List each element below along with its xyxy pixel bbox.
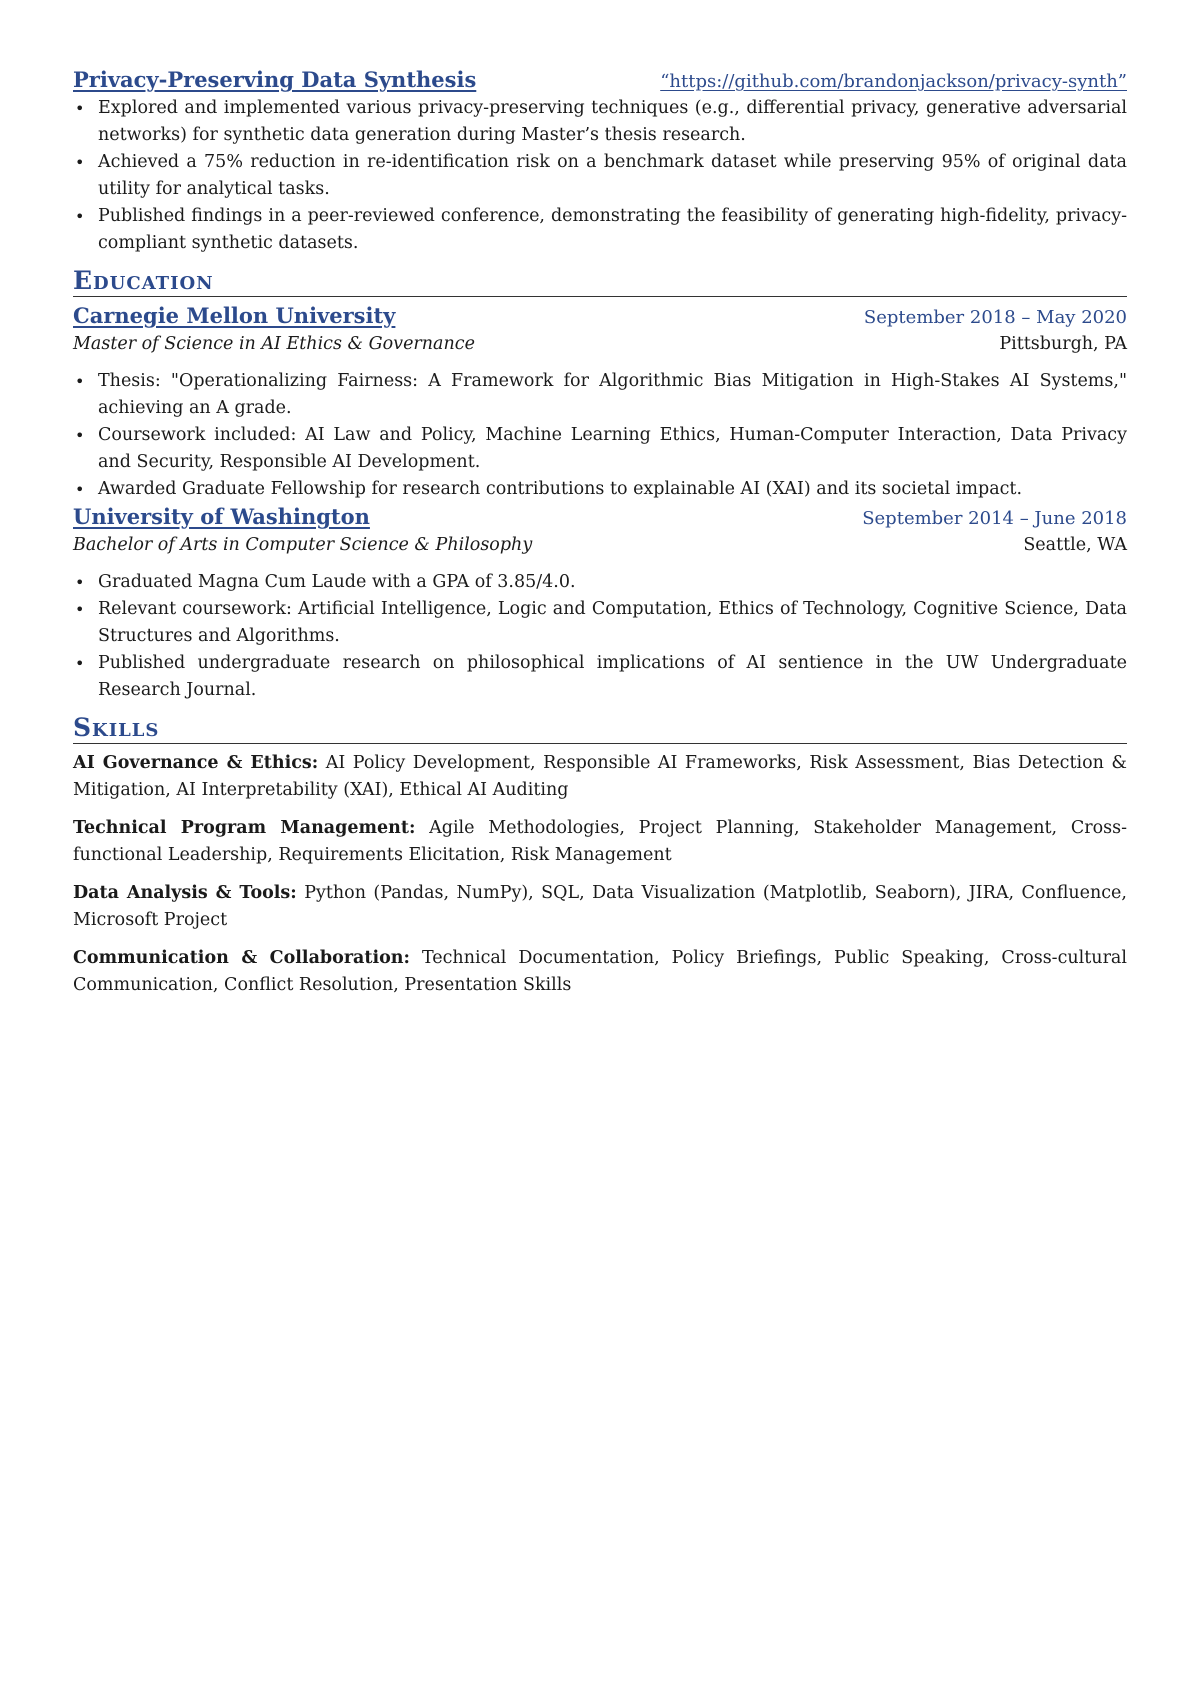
education-heading: Education xyxy=(73,266,1127,297)
skill-text: Python (Pandas, NumPy), SQL, Data Visualization (Matplotlib, Seaborn), JIRA, Confluence, Microsoft Project xyxy=(73,883,1127,930)
list-item: • Published undergraduate research on philosophical implications of AI sentience in the UW Undergraduate Research Journal. xyxy=(73,650,1127,704)
school-name[interactable]: Carnegie Mellon University xyxy=(73,303,396,328)
list-item: • Coursework included: AI Law and Policy, Machine Learning Ethics, Human-Computer Interaction, Data Privacy and Security, Responsible AI Development. xyxy=(73,422,1127,476)
degree: Bachelor of Arts in Computer Science & Philosophy xyxy=(73,535,533,555)
skill-label: Communication & Collaboration: xyxy=(73,948,410,968)
education-bullets xyxy=(73,569,1127,704)
location: Pittsburgh, PA xyxy=(999,334,1127,354)
skill-row xyxy=(73,750,1127,804)
skill-label: Technical Program Management: xyxy=(73,818,416,838)
skill-label: AI Governance & Ethics: xyxy=(73,753,319,773)
education-bullets xyxy=(73,368,1127,503)
skill-text: AI Policy Development, Responsible AI Frameworks, Risk Assessment, Bias Detection & Mitigation, AI Interpretability (XAI), Ethical AI Auditing xyxy=(73,753,1127,800)
education-entry-header xyxy=(73,503,1127,532)
school-name[interactable]: University of Washington xyxy=(73,504,370,529)
education-entry-header xyxy=(73,302,1127,331)
list-item: • Awarded Graduate Fellowship for research contributions to explainable AI (XAI) and its societal impact. xyxy=(73,476,1127,503)
skill-row xyxy=(73,945,1127,999)
list-item: • Explored and implemented various privacy-preserving techniques (e.g., differential privacy, generative adversarial networks) for synthetic data generation during Master’s thesis research. xyxy=(73,95,1127,149)
list-item: • Relevant coursework: Artificial Intelligence, Logic and Computation, Ethics of Technology, Cognitive Science, Data Structures and Algorithms. xyxy=(73,596,1127,650)
project-bullets xyxy=(73,95,1127,257)
education-dates: September 2014 – June 2018 xyxy=(862,508,1127,529)
project-header xyxy=(73,66,1127,95)
list-item: • Published findings in a peer-reviewed conference, demonstrating the feasibility of generating high-fidelity, privacy-compliant synthetic datasets. xyxy=(73,203,1127,257)
education-entry-subheader xyxy=(73,331,1127,358)
skill-row xyxy=(73,815,1127,869)
degree: Master of Science in AI Ethics & Governance xyxy=(73,334,475,354)
skill-label: Data Analysis & Tools: xyxy=(73,883,297,903)
skill-row xyxy=(73,880,1127,934)
skill-text: Agile Methodologies, Project Planning, Stakeholder Management, Cross-functional Leadership, Requirements Elicitation, Risk Management xyxy=(73,818,1127,865)
project-link[interactable]: “https://github.com/brandonjackson/privacy-synth” xyxy=(660,71,1127,92)
education-dates: September 2018 – May 2020 xyxy=(863,307,1127,328)
project-title[interactable]: Privacy-Preserving Data Synthesis xyxy=(73,67,477,92)
list-item: • Thesis: "Operationalizing Fairness: A Framework for Algorithmic Bias Mitigation in High-Stakes AI Systems," achieving an A grade. xyxy=(73,368,1127,422)
list-item: • Graduated Magna Cum Laude with a GPA of 3.85/4.0. xyxy=(73,569,1127,596)
location: Seattle, WA xyxy=(1023,535,1127,555)
skills-heading: Skills xyxy=(73,713,1127,744)
education-entry-subheader xyxy=(73,532,1127,559)
skill-text: Technical Documentation, Policy Briefings, Public Speaking, Cross-cultural Communication, Conflict Resolution, Presentation Skills xyxy=(73,948,1127,995)
list-item: • Achieved a 75% reduction in re-identification risk on a benchmark dataset while preserving 95% of original data utility for analytical tasks. xyxy=(73,149,1127,203)
